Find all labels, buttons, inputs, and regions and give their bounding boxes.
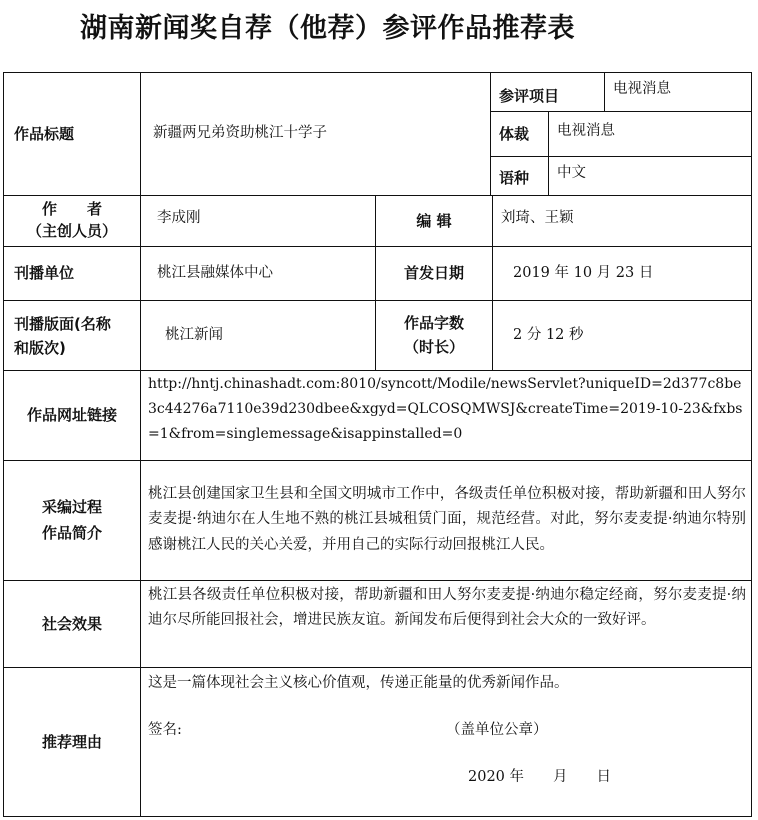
layout-label: [4, 301, 140, 370]
language-label: 语种: [499, 168, 530, 187]
signature-label: 签名:: [148, 722, 182, 738]
work-title-label: 作品标题: [14, 124, 75, 143]
category-value: 电视消息: [613, 81, 671, 97]
date-line: 2020 年 月 日: [468, 769, 612, 785]
effect-value: 桃江县各级责任单位积极对接，帮助新疆和田人努尔麦麦提·纳迪尔稳定经商，努尔麦麦提·纳迪尔尽所能回报社会，增进民族友谊。新闻发布后便得到社会大众的一致好评。: [148, 587, 746, 629]
first-date-value: 2019 年 10 月 23 日: [513, 264, 654, 281]
category-label: 参评项目: [499, 86, 560, 105]
table-rule: [751, 72, 752, 817]
process-value: 桃江县创建国家卫生县和全国文明城市工作中，各级责任单位积极对接，帮助新疆和田人努尔麦麦提·纳迪尔在人生地不熟的桃江县城租赁门面，规范经营。对此，努尔麦麦提·纳迪尔特别感谢桃江人民的关心关爱，并用自己的实际行动回报桃江人民。: [148, 486, 746, 553]
layout-label-line1: 刊播版面(名称: [14, 314, 111, 333]
genre-label: 体裁: [499, 124, 530, 143]
url-label: 作品网址链接: [26, 406, 117, 425]
table-rule: [3, 816, 752, 817]
layout-value: 桃江新闻: [165, 326, 223, 343]
word-count-label-line2: （时长）: [403, 337, 464, 356]
effect-label: 社会效果: [41, 614, 102, 633]
author-label-line1: 作 者: [41, 200, 102, 219]
seal-note: （盖单位公章）: [446, 722, 548, 738]
language-value: 中文: [557, 165, 586, 181]
first-date-label: 首发日期: [403, 264, 464, 283]
word-count-label-line1: 作品字数: [403, 314, 464, 333]
reason-label: 推荐理由: [41, 732, 102, 751]
word-count-value: 2 分 12 秒: [513, 326, 584, 343]
word-count-label: [376, 301, 492, 370]
process-label-line2: 作品简介: [41, 523, 102, 542]
genre-value: 电视消息: [557, 123, 615, 139]
process-label: [4, 461, 140, 580]
publisher-value: 桃江县融媒体中心: [157, 264, 273, 281]
url-value[interactable]: http://hntj.chinashadt.com:8010/syncott/Modile/newsServlet?uniqueID=2d377c8be3c44276a7110e39d230dbee&xgyd=QLCOSQMWSJ&createTime=2019-10-23&fxbs=1&from=singlemessage&isappinstalled=0: [148, 376, 743, 443]
author-label: [4, 196, 140, 246]
author-value: 李成刚: [157, 210, 201, 226]
publisher-label: 刊播单位: [14, 264, 75, 283]
work-title-value: 新疆两兄弟资助桃江十学子: [153, 125, 327, 142]
page-title: 湖南新闻奖自荐（他荐）参评作品推荐表: [80, 13, 575, 44]
editor-label: 编 辑: [416, 211, 452, 230]
editor-value: 刘琦、王颖: [501, 210, 574, 226]
author-label-line2: （主创人员）: [26, 222, 117, 240]
layout-label-line2: 和版次): [14, 338, 66, 357]
reason-value: 这是一篇体现社会主义核心价值观，传递正能量的优秀新闻作品。: [148, 675, 569, 691]
process-label-line1: 采编过程: [41, 498, 102, 516]
